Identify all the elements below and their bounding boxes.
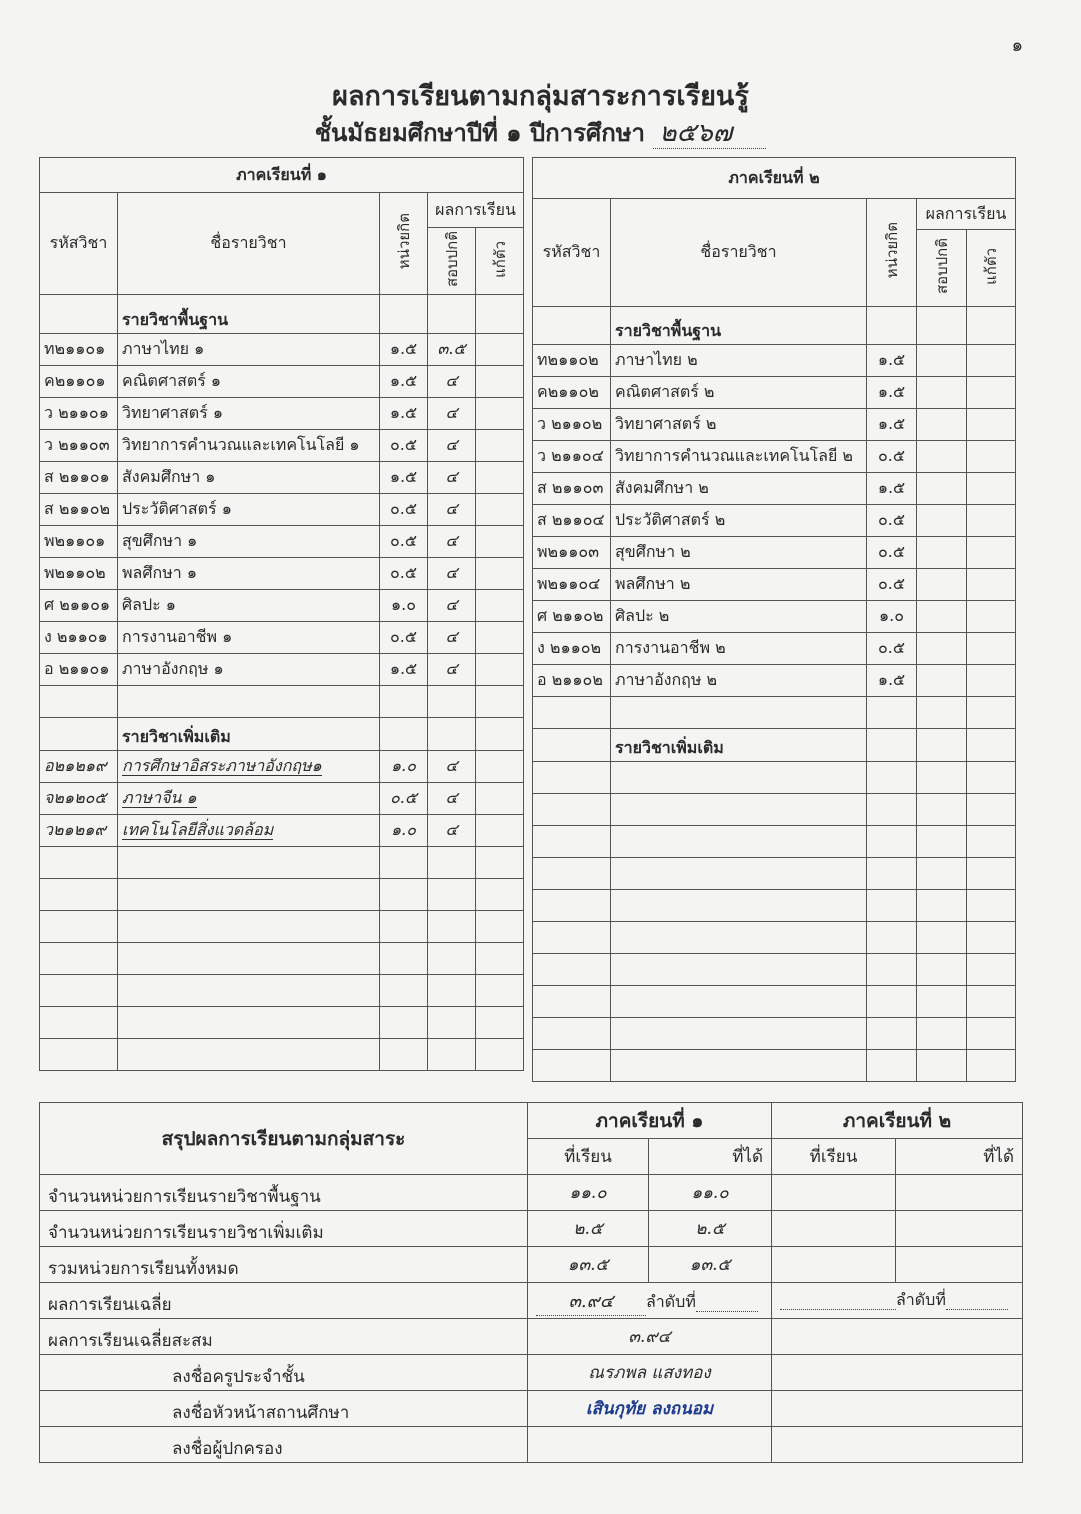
term1-basic-row bbox=[40, 334, 524, 366]
term2-basic-grade bbox=[917, 665, 967, 697]
term1-empty-row bbox=[40, 1039, 524, 1071]
t2-studied-header: ที่เรียน bbox=[772, 1139, 896, 1175]
term2-basic-retake bbox=[967, 601, 1016, 633]
code-header-2: รหัสวิชา bbox=[533, 199, 611, 307]
term1-basic-retake bbox=[476, 430, 524, 462]
term1-basic-grade: ๔ bbox=[428, 494, 476, 526]
term2-basic-credit: ๑.๕ bbox=[867, 665, 917, 697]
term1-basic-credit: ๑.๕ bbox=[380, 366, 428, 398]
term2-basic-name: วิทยาศาสตร์ ๒ bbox=[611, 409, 867, 441]
term1-extra-retake bbox=[476, 815, 524, 847]
term2-basic-row bbox=[533, 665, 1016, 697]
credit-header: หน่วยกิต bbox=[380, 193, 428, 295]
term1-basic-code: ว ๒๑๑๐๓ bbox=[40, 430, 118, 462]
term1-basic-grade: ๔ bbox=[428, 430, 476, 462]
academic-year: ๒๕๖๗ bbox=[653, 118, 766, 149]
term1-basic-retake bbox=[476, 398, 524, 430]
term1-extra-name-text: ภาษาจีน ๑ bbox=[122, 788, 197, 807]
teacher-signature: ณรภพล แสงทอง bbox=[528, 1355, 772, 1391]
summary-row-basic: จำนวนหน่วยการเรียนรายวิชาพื้นฐาน bbox=[40, 1175, 528, 1211]
term2-empty-row bbox=[533, 826, 1016, 858]
term2-basic-credit: ๐.๕ bbox=[867, 441, 917, 473]
term1-table bbox=[39, 157, 524, 1071]
term2-basic-row bbox=[533, 409, 1016, 441]
term1-basic-retake bbox=[476, 334, 524, 366]
term2-basic-credit: ๑.๐ bbox=[867, 601, 917, 633]
term2-basic-grade bbox=[917, 377, 967, 409]
t1-extra-earned: ๒.๕ bbox=[649, 1211, 772, 1247]
t1-gpa-cell bbox=[528, 1283, 772, 1319]
summary-row-cgpa: ผลการเรียนเฉลี่ยสะสม bbox=[40, 1319, 528, 1355]
term1-basic-credit: ๑.๕ bbox=[380, 462, 428, 494]
term1-basic-name: ภาษาอังกฤษ ๑ bbox=[118, 654, 380, 686]
term1-basic-row bbox=[40, 366, 524, 398]
term2-empty-row bbox=[533, 1018, 1016, 1050]
term1-basic-code: ส ๒๑๑๐๒ bbox=[40, 494, 118, 526]
term2-basic-retake bbox=[967, 505, 1016, 537]
term2-basic-row bbox=[533, 537, 1016, 569]
term2-basic-retake bbox=[967, 537, 1016, 569]
result-header: ผลการเรียน bbox=[428, 193, 524, 228]
term1-basic-code: ค๒๑๑๐๑ bbox=[40, 366, 118, 398]
term2-empty-row bbox=[533, 890, 1016, 922]
t1-basic-earned: ๑๑.๐ bbox=[649, 1175, 772, 1211]
term2-basic-grade bbox=[917, 473, 967, 505]
term2-basic-name: คณิตศาสตร์ ๒ bbox=[611, 377, 867, 409]
term1-basic-row bbox=[40, 654, 524, 686]
term1-extra-credit: ๐.๕ bbox=[380, 783, 428, 815]
term1-extra-name-text: เทคโนโลยีสิ่งแวดล้อม bbox=[122, 820, 274, 839]
term2-empty-row bbox=[533, 794, 1016, 826]
term1-basic-row bbox=[40, 462, 524, 494]
director-signature: เสินกุทัย ลงถนอม bbox=[528, 1391, 772, 1427]
term1-empty-row bbox=[40, 1007, 524, 1039]
term1-basic-credit: ๑.๕ bbox=[380, 398, 428, 430]
term2-basic-grade bbox=[917, 633, 967, 665]
term2-basic-code: อ ๒๑๑๐๒ bbox=[533, 665, 611, 697]
term1-basic-retake bbox=[476, 462, 524, 494]
term1-basic-code: ท๒๑๑๐๑ bbox=[40, 334, 118, 366]
term1-basic-row bbox=[40, 430, 524, 462]
term2-basic-grade bbox=[917, 569, 967, 601]
t1-gpa: ๓.๙๔ bbox=[536, 1286, 646, 1316]
term1-basic-grade: ๔ bbox=[428, 654, 476, 686]
term2-basic-row bbox=[533, 633, 1016, 665]
t1-extra-studied: ๒.๕ bbox=[528, 1211, 649, 1247]
term2-basic-name: พลศึกษา ๒ bbox=[611, 569, 867, 601]
term1-basic-grade: ๔ bbox=[428, 622, 476, 654]
sign-parent-label: ลงชื่อผู้ปกครอง bbox=[40, 1427, 528, 1463]
cgpa: ๓.๙๔ bbox=[528, 1319, 772, 1355]
term2-basic-name: ศิลปะ ๒ bbox=[611, 601, 867, 633]
term1-extra-retake bbox=[476, 783, 524, 815]
term2-basic-credit: ๑.๕ bbox=[867, 409, 917, 441]
term1-basic-name: สุขศึกษา ๑ bbox=[118, 526, 380, 558]
term2-basic-credit: ๐.๕ bbox=[867, 569, 917, 601]
term1-basic-name: พลศึกษา ๑ bbox=[118, 558, 380, 590]
term2-basic-code: ศ ๒๑๑๐๒ bbox=[533, 601, 611, 633]
t2-rank-label: ลำดับที่ bbox=[896, 1290, 946, 1309]
term2-basic-name: สุขศึกษา ๒ bbox=[611, 537, 867, 569]
term1-basic-name: วิทยาการคำนวณและเทคโนโลยี ๑ bbox=[118, 430, 380, 462]
summary-term1: ภาคเรียนที่ ๑ bbox=[528, 1103, 772, 1139]
term2-basic-row bbox=[533, 569, 1016, 601]
term2-basic-row bbox=[533, 441, 1016, 473]
term2-empty-row bbox=[533, 858, 1016, 890]
term1-basic-credit: ๐.๕ bbox=[380, 622, 428, 654]
retake-header-2: แก้ตัว bbox=[967, 230, 1016, 307]
term1-extra-row bbox=[40, 815, 524, 847]
term1-empty-row bbox=[40, 847, 524, 879]
term2-empty-row bbox=[533, 922, 1016, 954]
term1-basic-credit: ๐.๕ bbox=[380, 558, 428, 590]
term2-basic-name: ประวัติศาสตร์ ๒ bbox=[611, 505, 867, 537]
term2-empty-row bbox=[533, 954, 1016, 986]
term2-basic-code: ท๒๑๑๐๒ bbox=[533, 345, 611, 377]
term1-basic-retake bbox=[476, 494, 524, 526]
term1-empty-row bbox=[40, 943, 524, 975]
term1-basic-grade: ๔ bbox=[428, 366, 476, 398]
term2-basic-name: ภาษาไทย ๒ bbox=[611, 345, 867, 377]
term1-extra-row bbox=[40, 783, 524, 815]
normal-header-2: สอบปกติ bbox=[917, 230, 967, 307]
term1-basic-code: พ๒๑๑๐๑ bbox=[40, 526, 118, 558]
term2-basic-grade bbox=[917, 409, 967, 441]
term2-basic-grade bbox=[917, 505, 967, 537]
term1-basic-credit: ๑.๐ bbox=[380, 590, 428, 622]
term2-basic-retake bbox=[967, 473, 1016, 505]
term1-empty-row bbox=[40, 975, 524, 1007]
term1-basic-retake bbox=[476, 366, 524, 398]
name-header-2: ชื่อรายวิชา bbox=[611, 199, 867, 307]
term1-basic-code: ว ๒๑๑๐๑ bbox=[40, 398, 118, 430]
term1-basic-row bbox=[40, 526, 524, 558]
term2-basic-retake bbox=[967, 665, 1016, 697]
term1-basic-row bbox=[40, 590, 524, 622]
term2-basic-code: ส ๒๑๑๐๔ bbox=[533, 505, 611, 537]
term1-extra-label: รายวิชาเพิ่มเติม bbox=[118, 718, 380, 751]
term1-basic-row bbox=[40, 622, 524, 654]
credit-header-2: หน่วยกิต bbox=[867, 199, 917, 307]
term2-basic-code: ส ๒๑๑๐๓ bbox=[533, 473, 611, 505]
term2-basic-row bbox=[533, 345, 1016, 377]
term2-basic-name: สังคมศึกษา ๒ bbox=[611, 473, 867, 505]
term2-basic-credit: ๐.๕ bbox=[867, 537, 917, 569]
term2-basic-row bbox=[533, 505, 1016, 537]
term1-basic-name: สังคมศึกษา ๑ bbox=[118, 462, 380, 494]
term1-basic-credit: ๑.๕ bbox=[380, 334, 428, 366]
term2-basic-grade bbox=[917, 601, 967, 633]
summary-table bbox=[39, 1102, 1023, 1463]
term1-extra-code: อ๒๑๒๑๙ bbox=[40, 751, 118, 783]
term1-basic-name: ศิลปะ ๑ bbox=[118, 590, 380, 622]
term2-basic-credit: ๑.๕ bbox=[867, 345, 917, 377]
term2-basic-code: พ๒๑๑๐๔ bbox=[533, 569, 611, 601]
term1-extra-credit: ๑.๐ bbox=[380, 751, 428, 783]
term2-basic-retake bbox=[967, 633, 1016, 665]
term2-basic-code: พ๒๑๑๐๓ bbox=[533, 537, 611, 569]
term1-extra-name bbox=[118, 751, 380, 783]
term1-extra-name bbox=[118, 815, 380, 847]
term1-basic-name: การงานอาชีพ ๑ bbox=[118, 622, 380, 654]
term2-table bbox=[532, 157, 1016, 1082]
term1-basic-grade: ๔ bbox=[428, 558, 476, 590]
term1-title: ภาคเรียนที่ ๑ bbox=[40, 158, 524, 193]
term2-extra-label: รายวิชาเพิ่มเติม bbox=[611, 729, 867, 762]
t1-earned-header: ที่ได้ bbox=[649, 1139, 772, 1175]
term2-basic-credit: ๑.๕ bbox=[867, 473, 917, 505]
term2-basic-credit: ๑.๕ bbox=[867, 377, 917, 409]
term2-basic-row bbox=[533, 473, 1016, 505]
term1-extra-grade: ๔ bbox=[428, 783, 476, 815]
t1-total-earned: ๑๓.๕ bbox=[649, 1247, 772, 1283]
summary-term2: ภาคเรียนที่ ๒ bbox=[772, 1103, 1023, 1139]
term1-basic-grade: ๔ bbox=[428, 462, 476, 494]
t2-gpa-cell bbox=[772, 1283, 1023, 1319]
term1-basic-credit: ๐.๕ bbox=[380, 494, 428, 526]
term1-basic-name: วิทยาศาสตร์ ๑ bbox=[118, 398, 380, 430]
term2-basic-name: วิทยาการคำนวณและเทคโนโลยี ๒ bbox=[611, 441, 867, 473]
term1-basic-retake bbox=[476, 654, 524, 686]
page-subtitle bbox=[0, 112, 1081, 153]
term1-basic-retake bbox=[476, 558, 524, 590]
t1-basic-studied: ๑๑.๐ bbox=[528, 1175, 649, 1211]
term1-basic-row bbox=[40, 398, 524, 430]
term1-basic-retake bbox=[476, 590, 524, 622]
term1-basic-grade: ๔ bbox=[428, 398, 476, 430]
term1-basic-grade: ๔ bbox=[428, 590, 476, 622]
term1-basic-code: ศ ๒๑๑๐๑ bbox=[40, 590, 118, 622]
term1-extra-grade: ๔ bbox=[428, 815, 476, 847]
page-title: ผลการเรียนตามกลุ่มสาระการเรียนรู้ bbox=[332, 81, 749, 112]
term2-basic-row bbox=[533, 377, 1016, 409]
term2-basic-grade bbox=[917, 537, 967, 569]
term1-extra-name bbox=[118, 783, 380, 815]
summary-row-extra: จำนวนหน่วยการเรียนรายวิชาเพิ่มเติม bbox=[40, 1211, 528, 1247]
term2-basic-retake bbox=[967, 569, 1016, 601]
term2-basic-grade bbox=[917, 441, 967, 473]
result-header-2: ผลการเรียน bbox=[917, 199, 1016, 230]
term2-basic-retake bbox=[967, 377, 1016, 409]
term1-basic-code: ง ๒๑๑๐๑ bbox=[40, 622, 118, 654]
term1-basic-name: ประวัติศาสตร์ ๑ bbox=[118, 494, 380, 526]
normal-header: สอบปกติ bbox=[428, 228, 476, 295]
sign-teacher-label: ลงชื่อครูประจำชั้น bbox=[40, 1355, 528, 1391]
term2-basic-code: ว ๒๑๑๐๔ bbox=[533, 441, 611, 473]
retake-header: แก้ตัว bbox=[476, 228, 524, 295]
summary-title: สรุปผลการเรียนตามกลุ่มสาระ bbox=[40, 1103, 528, 1175]
term1-basic-retake bbox=[476, 622, 524, 654]
term1-basic-credit: ๐.๕ bbox=[380, 526, 428, 558]
term2-basic-credit: ๐.๕ bbox=[867, 633, 917, 665]
term1-basic-grade: ๓.๕ bbox=[428, 334, 476, 366]
term1-basic-credit: ๑.๕ bbox=[380, 654, 428, 686]
term1-basic-code: ส ๒๑๑๐๑ bbox=[40, 462, 118, 494]
name-header: ชื่อรายวิชา bbox=[118, 193, 380, 295]
t2-earned-header: ที่ได้ bbox=[896, 1139, 1023, 1175]
term1-empty-row bbox=[40, 911, 524, 943]
term1-extra-row bbox=[40, 751, 524, 783]
term1-basic-retake bbox=[476, 526, 524, 558]
term2-empty-row bbox=[533, 762, 1016, 794]
term1-basic-label: รายวิชาพื้นฐาน bbox=[118, 295, 380, 334]
term2-basic-label: รายวิชาพื้นฐาน bbox=[611, 307, 867, 345]
term1-extra-grade: ๔ bbox=[428, 751, 476, 783]
term1-extra-credit: ๑.๐ bbox=[380, 815, 428, 847]
summary-row-gpa: ผลการเรียนเฉลี่ย bbox=[40, 1283, 528, 1319]
t1-studied-header: ที่เรียน bbox=[528, 1139, 649, 1175]
term1-extra-name-text: การศึกษาอิสระภาษาอังกฤษ๑ bbox=[122, 756, 322, 775]
term1-basic-row bbox=[40, 494, 524, 526]
term2-basic-code: ค๒๑๑๐๒ bbox=[533, 377, 611, 409]
page-number: ๑ bbox=[1011, 35, 1023, 56]
term2-basic-name: ภาษาอังกฤษ ๒ bbox=[611, 665, 867, 697]
term1-basic-code: อ ๒๑๑๐๑ bbox=[40, 654, 118, 686]
term1-basic-row bbox=[40, 558, 524, 590]
term1-empty-row bbox=[40, 879, 524, 911]
term2-basic-grade bbox=[917, 345, 967, 377]
sign-director-label: ลงชื่อหัวหน้าสถานศึกษา bbox=[40, 1391, 528, 1427]
term2-basic-code: ว ๒๑๑๐๒ bbox=[533, 409, 611, 441]
code-header: รหัสวิชา bbox=[40, 193, 118, 295]
term1-basic-name: คณิตศาสตร์ ๑ bbox=[118, 366, 380, 398]
term1-extra-code: จ๒๑๒๐๕ bbox=[40, 783, 118, 815]
term2-basic-retake bbox=[967, 409, 1016, 441]
term1-basic-code: พ๒๑๑๐๒ bbox=[40, 558, 118, 590]
term2-basic-row bbox=[533, 601, 1016, 633]
term2-empty-row bbox=[533, 1050, 1016, 1082]
term1-basic-grade: ๔ bbox=[428, 526, 476, 558]
term1-extra-code: ว๒๑๒๑๙ bbox=[40, 815, 118, 847]
subtitle-prefix: ชั้นมัธยมศึกษาปีที่ ๑ ปีการศึกษา bbox=[314, 119, 646, 147]
term2-basic-name: การงานอาชีพ ๒ bbox=[611, 633, 867, 665]
t1-rank-label: ลำดับที่ bbox=[646, 1291, 696, 1311]
term1-basic-name: ภาษาไทย ๑ bbox=[118, 334, 380, 366]
term2-title: ภาคเรียนที่ ๒ bbox=[533, 158, 1016, 199]
term2-basic-retake bbox=[967, 345, 1016, 377]
term2-basic-credit: ๐.๕ bbox=[867, 505, 917, 537]
term2-basic-code: ง ๒๑๑๐๒ bbox=[533, 633, 611, 665]
term2-empty-row bbox=[533, 986, 1016, 1018]
term1-extra-retake bbox=[476, 751, 524, 783]
t1-total-studied: ๑๓.๕ bbox=[528, 1247, 649, 1283]
term2-basic-retake bbox=[967, 441, 1016, 473]
summary-row-total: รวมหน่วยการเรียนทั้งหมด bbox=[40, 1247, 528, 1283]
term1-basic-credit: ๐.๕ bbox=[380, 430, 428, 462]
